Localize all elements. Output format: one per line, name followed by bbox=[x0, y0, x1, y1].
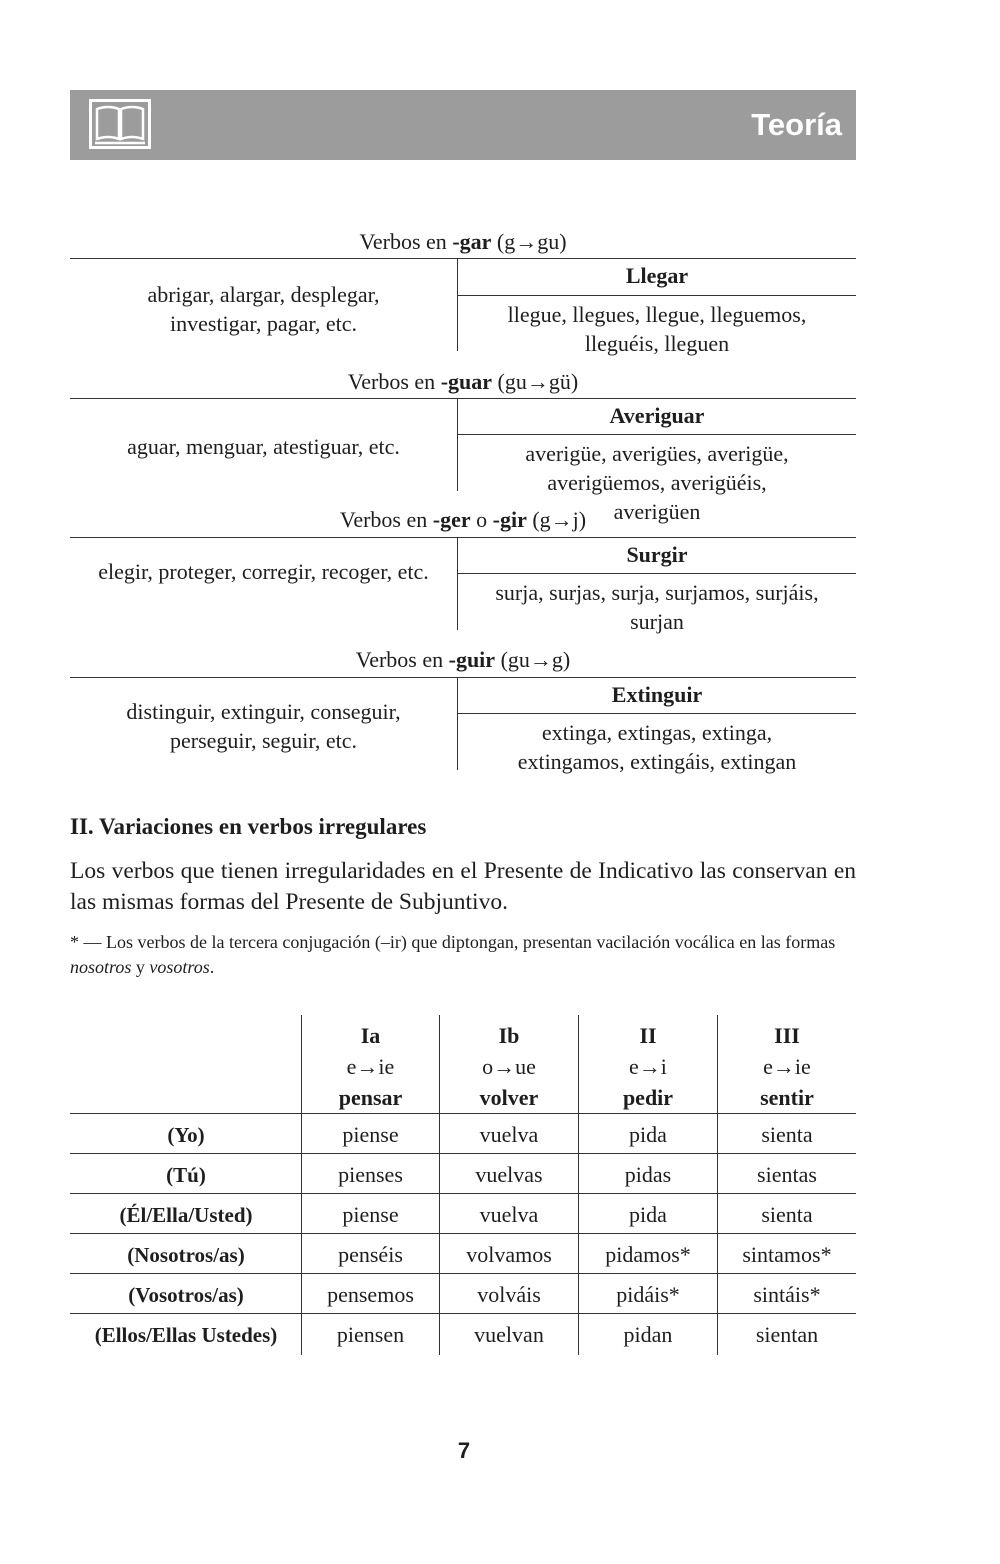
table-rule bbox=[70, 1273, 856, 1274]
table-cell: sienta bbox=[761, 1122, 813, 1147]
table-rule bbox=[70, 1313, 856, 1314]
table-cell: piense bbox=[342, 1122, 399, 1147]
verb-group-title: Verbos en -guir (gu→g) bbox=[355, 647, 571, 672]
verb-group-title: Verbos en -guar (gu→gü) bbox=[347, 369, 579, 394]
table-cell: vuelvas bbox=[475, 1162, 543, 1187]
table-cell: pienses bbox=[338, 1162, 403, 1187]
page-number: 7 bbox=[457, 1438, 471, 1463]
table-cell: sienta bbox=[761, 1202, 813, 1227]
table-cell: vuelva bbox=[479, 1122, 539, 1147]
section-label: Teoría bbox=[751, 107, 842, 142]
divider bbox=[458, 434, 856, 435]
table-cell: sintáis* bbox=[753, 1282, 821, 1307]
section-banner bbox=[70, 90, 856, 160]
table-cell: piense bbox=[342, 1202, 399, 1227]
footnote: * — Los verbos de la tercera conjugación (–ir) que diptongan, presentan vacilación vocálica en las formas nosotros y vosotros. bbox=[70, 932, 836, 977]
pronoun-label: (Vosotros/as) bbox=[128, 1283, 244, 1307]
pronoun-label: (Él/Ella/Usted) bbox=[119, 1203, 253, 1227]
pronoun-label: (Tú) bbox=[166, 1163, 206, 1187]
table-cell: pidamos* bbox=[605, 1242, 691, 1267]
table-cell: pida bbox=[629, 1202, 667, 1227]
verb-forms: averigüe, averigües, averigüe, averigüemos, averigüéis, averigüen bbox=[525, 441, 789, 524]
table-cell: pidan bbox=[623, 1322, 673, 1347]
table-rule bbox=[70, 1193, 856, 1194]
verb-forms: llegue, llegues, llegue, lleguemos, lleguéis, lleguen bbox=[507, 302, 807, 356]
table-cell: pidas bbox=[624, 1162, 672, 1187]
table-cell: pensemos bbox=[327, 1282, 414, 1307]
table-cell: volváis bbox=[477, 1282, 541, 1307]
divider bbox=[458, 713, 856, 714]
table-cell: pida bbox=[629, 1122, 667, 1147]
column-header: III e→ie sentir bbox=[760, 1023, 814, 1110]
pronoun-label: (Yo) bbox=[167, 1123, 205, 1147]
pronoun-label: (Nosotros/as) bbox=[127, 1243, 245, 1267]
table-rule bbox=[70, 1233, 856, 1234]
table-cell: penséis bbox=[338, 1242, 403, 1267]
table-rule bbox=[70, 1153, 856, 1154]
section-heading: II. Variaciones en verbos irregulares bbox=[70, 814, 427, 839]
verb-forms: surja, surjas, surja, surjamos, surjáis, surjan bbox=[495, 580, 819, 634]
column-header: II e→i pedir bbox=[622, 1023, 674, 1110]
table-cell: pidáis* bbox=[616, 1282, 680, 1307]
section-paragraph: Los verbos que tienen irregularidades en el Presente de Indicativo las conservan en las mismas formas del Presente de Subjuntivo. bbox=[70, 858, 856, 915]
table-cell: volvamos bbox=[466, 1242, 552, 1267]
table-cell: sintamos* bbox=[742, 1242, 832, 1267]
verb-examples: distinguir, extinguir, conseguir, perseguir, seguir, etc. bbox=[126, 699, 401, 753]
table-cell: vuelva bbox=[479, 1202, 539, 1227]
table-cell: sientas bbox=[757, 1162, 817, 1187]
table-cell: sientan bbox=[755, 1322, 819, 1347]
table-cell: piensen bbox=[336, 1322, 405, 1347]
book-icon bbox=[89, 99, 151, 149]
divider bbox=[458, 295, 856, 296]
verb-group-title: Verbos en -ger o -gir (g→j) bbox=[339, 507, 587, 532]
model-verb: Surgir bbox=[626, 542, 688, 567]
column-header: Ia e→ie pensar bbox=[338, 1023, 403, 1110]
model-verb: Llegar bbox=[625, 263, 689, 288]
divider bbox=[70, 258, 856, 259]
divider bbox=[70, 398, 856, 399]
pronoun-label: (Ellos/Ellas Ustedes) bbox=[94, 1323, 278, 1347]
table-rule bbox=[70, 1113, 856, 1114]
model-verb: Extinguir bbox=[611, 682, 703, 707]
divider bbox=[70, 537, 856, 538]
verb-examples: aguar, menguar, atestiguar, etc. bbox=[127, 434, 400, 459]
column-header: Ib o→ue volver bbox=[479, 1023, 539, 1110]
divider bbox=[458, 573, 856, 574]
divider bbox=[70, 677, 856, 678]
verb-group-title: Verbos en -gar (g→gu) bbox=[359, 229, 567, 254]
model-verb: Averiguar bbox=[609, 403, 705, 428]
verb-examples: elegir, proteger, corregir, recoger, etc. bbox=[98, 559, 429, 584]
table-cell: vuelvan bbox=[474, 1322, 544, 1347]
verb-examples: abrigar, alargar, desplegar, investigar, pagar, etc. bbox=[147, 282, 380, 336]
verb-forms: extinga, extingas, extinga, extingamos, extingáis, extingan bbox=[517, 720, 797, 774]
